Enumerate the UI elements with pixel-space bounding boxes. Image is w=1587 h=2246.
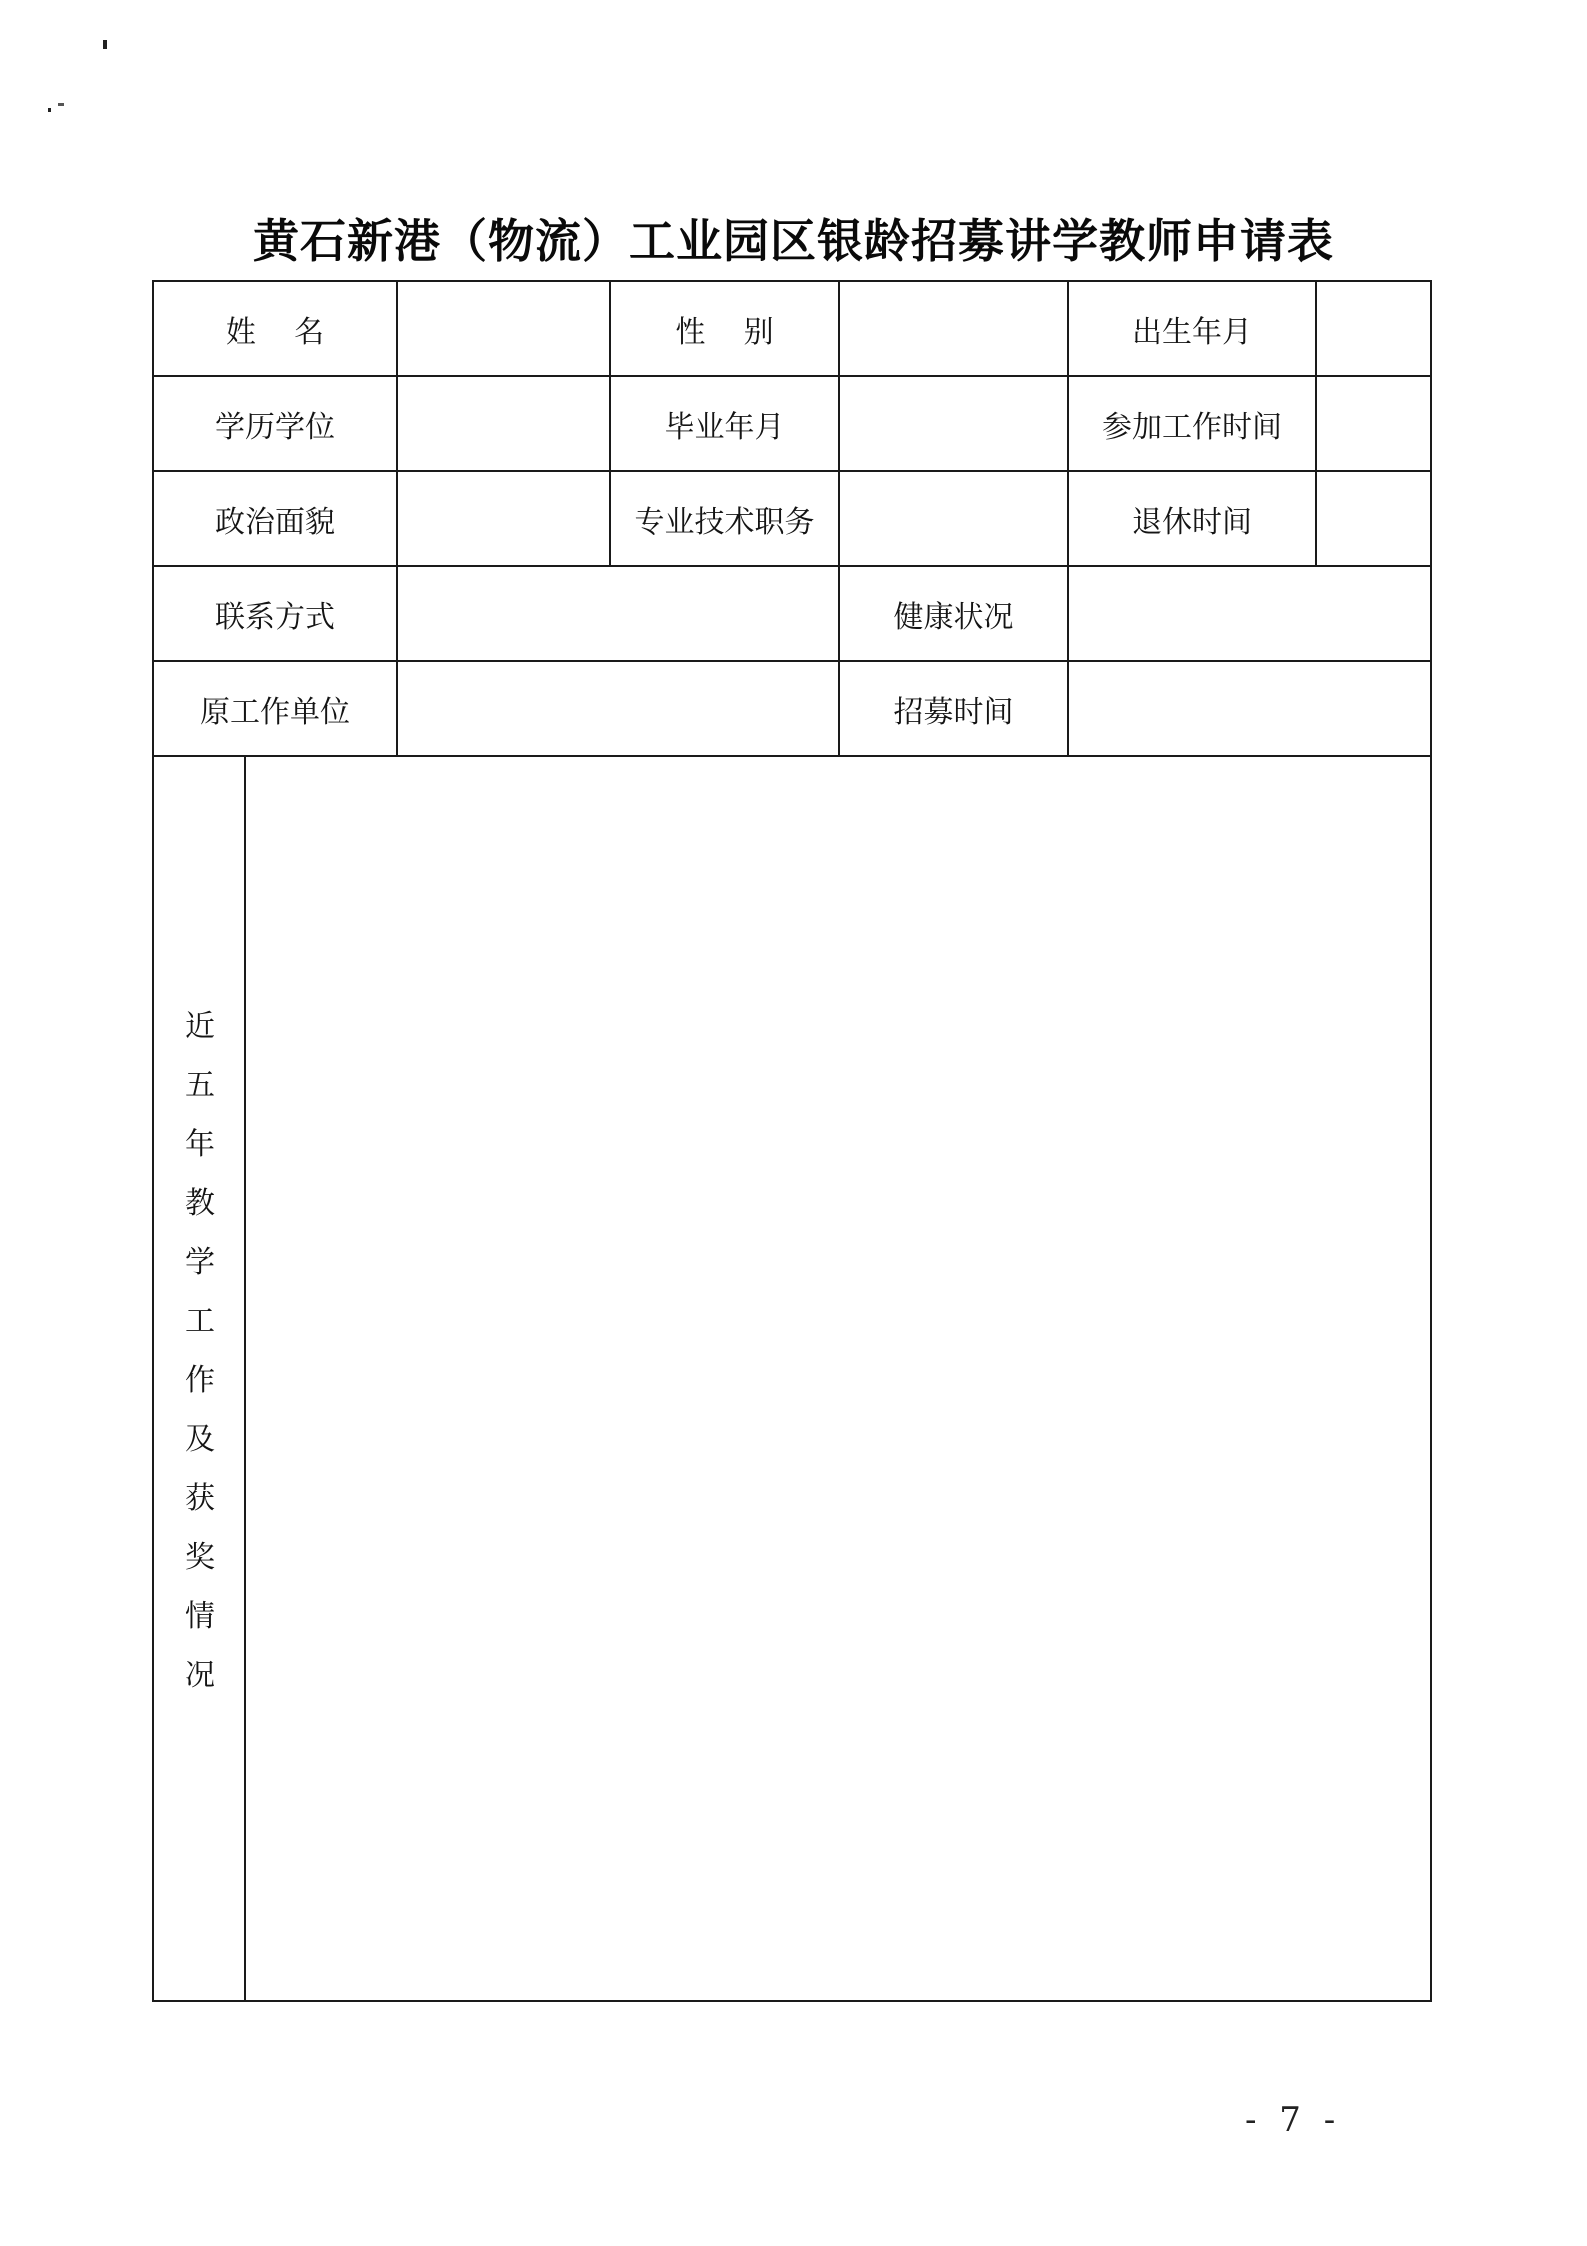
experience-label: 近 五 年 教 学 工 作 及 获 奖 情 况 [185, 1009, 215, 1693]
scan-artifact [103, 40, 107, 49]
gender-label: 性 别 [611, 282, 840, 377]
recruitment-date-label: 招募时间 [840, 662, 1069, 757]
former-employer-label: 原工作单位 [154, 662, 398, 757]
recruitment-date-field[interactable] [1069, 662, 1430, 757]
gender-field[interactable] [840, 282, 1069, 377]
retirement-date-label: 退休时间 [1069, 472, 1317, 567]
experience-label-cell [154, 757, 246, 2002]
contact-label: 联系方式 [154, 567, 398, 662]
graduation-date-label: 毕业年月 [611, 377, 840, 472]
education-field[interactable] [398, 377, 611, 472]
work-start-date-field[interactable] [1317, 377, 1430, 472]
health-status-field[interactable] [1069, 567, 1430, 662]
education-label: 学历学位 [154, 377, 398, 472]
contact-field[interactable] [398, 567, 840, 662]
birth-date-field[interactable] [1317, 282, 1430, 377]
political-status-label: 政治面貌 [154, 472, 398, 567]
professional-title-label: 专业技术职务 [611, 472, 840, 567]
health-status-label: 健康状况 [840, 567, 1069, 662]
retirement-date-field[interactable] [1317, 472, 1430, 567]
former-employer-field[interactable] [398, 662, 840, 757]
name-label: 姓 名 [154, 282, 398, 377]
scan-artifact [58, 103, 64, 106]
form-title: 黄石新港（物流）工业园区银龄招募讲学教师申请表 [253, 214, 1334, 268]
political-status-field[interactable] [398, 472, 611, 567]
birth-date-label: 出生年月 [1069, 282, 1317, 377]
graduation-date-field[interactable] [840, 377, 1069, 472]
experience-field[interactable] [246, 757, 1430, 2002]
page-number: - 7 - [1245, 2100, 1342, 2140]
name-field[interactable] [398, 282, 611, 377]
application-form-table [152, 280, 1432, 2002]
scan-artifact [48, 108, 51, 112]
professional-title-field[interactable] [840, 472, 1069, 567]
work-start-date-label: 参加工作时间 [1069, 377, 1317, 472]
